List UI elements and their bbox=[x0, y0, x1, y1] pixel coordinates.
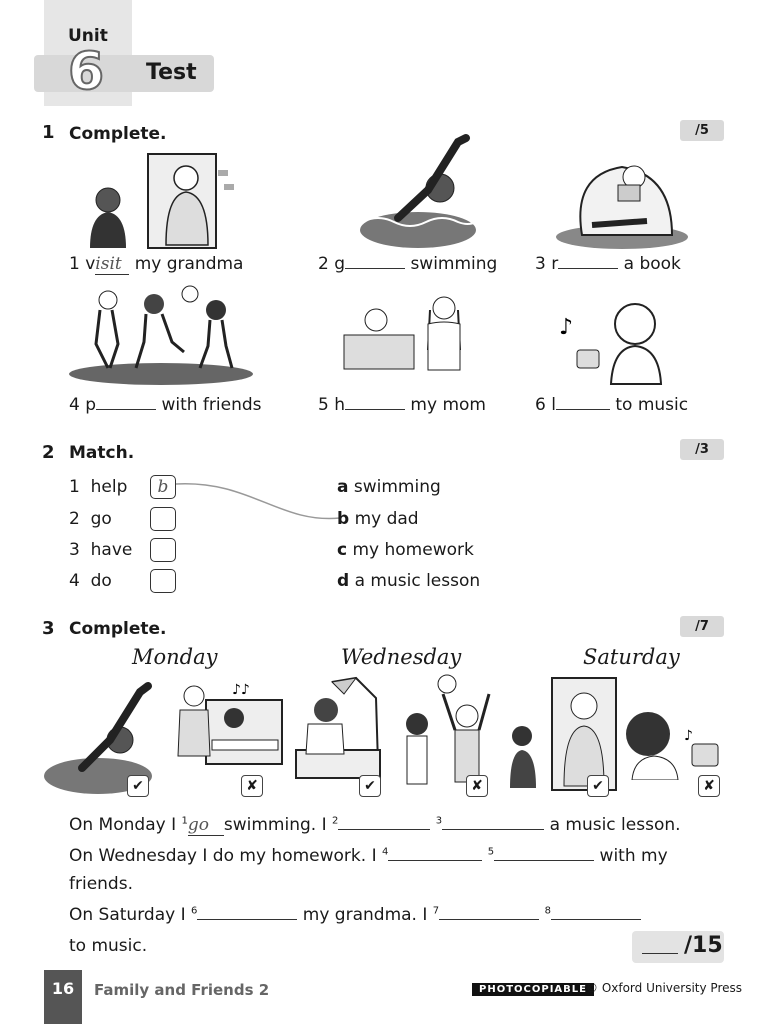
item6-blank[interactable] bbox=[556, 409, 610, 410]
sentence-saturday-part-b: my grandma. I bbox=[302, 905, 428, 925]
item5-rest: my mom bbox=[410, 395, 486, 415]
match-example-line bbox=[170, 478, 345, 526]
gap-number-4: 4 bbox=[381, 846, 389, 858]
item1-number: 1 bbox=[69, 254, 80, 274]
gap-3-blank[interactable] bbox=[442, 829, 544, 830]
match-box-3[interactable] bbox=[150, 538, 176, 562]
total-score: /15 bbox=[684, 933, 723, 958]
sentence-saturday-end: to music. bbox=[69, 936, 148, 956]
match-right-a-letter: a bbox=[337, 477, 349, 497]
page-title: Test bbox=[146, 60, 197, 85]
match-right-d-letter: d bbox=[337, 571, 350, 591]
gap-number-1: 1 bbox=[181, 815, 188, 827]
item2-prefix: g bbox=[334, 254, 346, 274]
match-left-2-word: go bbox=[90, 509, 112, 529]
day-wednesday: Wednesday bbox=[341, 645, 462, 669]
sentence-saturday-part-a: On Saturday I bbox=[69, 905, 186, 925]
gap-6-blank[interactable] bbox=[197, 919, 297, 920]
item6-rest: to music bbox=[615, 395, 689, 415]
gap-8-blank[interactable] bbox=[551, 919, 641, 920]
help-mom-picture bbox=[336, 290, 466, 390]
gap-1-answer: go bbox=[188, 815, 224, 836]
gap-7-blank[interactable] bbox=[439, 919, 539, 920]
match-right-b-letter: b bbox=[337, 509, 350, 529]
unit-label: Unit bbox=[68, 26, 108, 46]
match-left-3 bbox=[69, 540, 132, 560]
item6-number: 6 bbox=[535, 395, 546, 415]
sentence-saturday bbox=[69, 905, 641, 925]
gap-5-blank[interactable] bbox=[494, 860, 594, 861]
sentence-monday-part-c: a music lesson. bbox=[549, 815, 681, 835]
match-box-1[interactable]: b bbox=[150, 475, 176, 499]
item3-number: 3 bbox=[535, 254, 546, 274]
total-score-blank[interactable] bbox=[642, 953, 678, 954]
item5-prefix: h bbox=[334, 395, 346, 415]
play-with-friends-picture bbox=[66, 282, 256, 387]
match-left-4 bbox=[69, 571, 112, 591]
section2-number: 2 bbox=[42, 442, 55, 463]
sentence-wednesday-part-a: On Wednesday I do my homework. I bbox=[69, 846, 377, 866]
sentence-monday-part-a: On Monday I bbox=[69, 815, 177, 835]
gap-number-7: 7 bbox=[432, 905, 440, 917]
match-right-d-text: a music lesson bbox=[354, 571, 481, 591]
sentence-wednesday-end: friends. bbox=[69, 874, 133, 894]
item5-blank[interactable] bbox=[345, 409, 405, 410]
svg-text:♪: ♪ bbox=[559, 315, 574, 340]
section3-score: /7 bbox=[680, 616, 724, 637]
item5-number: 5 bbox=[318, 395, 329, 415]
section1-title: Complete. bbox=[69, 124, 167, 144]
section1-score: /5 bbox=[680, 120, 724, 141]
section2-score: /3 bbox=[680, 439, 724, 460]
item4-rest: with friends bbox=[161, 395, 262, 415]
mark-2: ✘ bbox=[241, 775, 263, 797]
match-right-b-text: my dad bbox=[354, 509, 419, 529]
item1-caption bbox=[69, 254, 243, 275]
item2-rest: swimming bbox=[410, 254, 498, 274]
page-number: 16 bbox=[51, 979, 75, 998]
mark-3: ✔ bbox=[359, 775, 381, 797]
day-monday: Monday bbox=[132, 645, 218, 669]
match-left-3-word: have bbox=[90, 540, 133, 560]
match-left-4-number: 4 bbox=[69, 571, 80, 591]
mark-6: ✘ bbox=[698, 775, 720, 797]
match-left-4-word: do bbox=[90, 571, 112, 591]
mark-4: ✘ bbox=[466, 775, 488, 797]
item3-rest: a book bbox=[623, 254, 681, 274]
match-right-a-text: swimming bbox=[353, 477, 441, 497]
match-left-1 bbox=[69, 477, 127, 497]
wednesday-homework-picture bbox=[292, 674, 394, 792]
gap-4-blank[interactable] bbox=[388, 860, 482, 861]
match-right-b bbox=[337, 509, 419, 529]
item3-prefix: r bbox=[551, 254, 559, 274]
sentence-wednesday bbox=[69, 846, 668, 866]
match-left-2 bbox=[69, 509, 112, 529]
sentence-monday bbox=[69, 815, 681, 836]
photocopiable-badge: PHOTOCOPIABLE bbox=[472, 983, 594, 996]
gap-number-2: 2 bbox=[332, 815, 339, 827]
gap-2-blank[interactable] bbox=[338, 829, 430, 830]
match-left-2-number: 2 bbox=[69, 509, 80, 529]
item4-caption bbox=[69, 395, 262, 415]
gap-number-8: 8 bbox=[544, 905, 551, 917]
mark-5: ✔ bbox=[587, 775, 609, 797]
match-right-c-letter: c bbox=[337, 540, 348, 560]
section3-number: 3 bbox=[42, 618, 55, 639]
item2-caption bbox=[318, 254, 497, 274]
match-right-c-text: my homework bbox=[352, 540, 474, 560]
reading-picture bbox=[552, 155, 692, 250]
match-left-1-number: 1 bbox=[69, 477, 80, 497]
saturday-listen-music-picture bbox=[624, 700, 730, 780]
visit-grandma-picture bbox=[78, 150, 238, 250]
item2-blank[interactable] bbox=[345, 268, 405, 269]
match-right-a bbox=[337, 477, 441, 497]
item6-caption bbox=[535, 395, 688, 415]
monday-music-lesson-picture bbox=[166, 680, 284, 782]
match-box-4[interactable] bbox=[150, 569, 176, 593]
copyright: © Oxford University Press bbox=[586, 981, 743, 995]
section2-title: Match. bbox=[69, 443, 135, 463]
book-title: Family and Friends 2 bbox=[94, 981, 270, 999]
item4-number: 4 bbox=[69, 395, 80, 415]
section1-number: 1 bbox=[42, 122, 55, 143]
unit-number: 6 bbox=[68, 42, 105, 102]
gap-number-5: 5 bbox=[487, 846, 495, 858]
item3-blank[interactable] bbox=[558, 268, 618, 269]
svg-text:♪: ♪ bbox=[684, 728, 693, 744]
item3-caption bbox=[535, 254, 681, 274]
mark-1: ✔ bbox=[127, 775, 149, 797]
wednesday-play-picture bbox=[393, 674, 503, 792]
item1-prefix: v bbox=[85, 254, 96, 274]
item1-answer: isit bbox=[95, 254, 129, 275]
item1-rest: my grandma bbox=[134, 254, 244, 274]
match-left-3-number: 3 bbox=[69, 540, 80, 560]
match-right-d bbox=[337, 571, 480, 591]
item4-blank[interactable] bbox=[96, 409, 156, 410]
gap-number-3: 3 bbox=[435, 815, 443, 827]
sentence-wednesday-part-b: with my bbox=[599, 846, 668, 866]
svg-text:♪♪: ♪♪ bbox=[232, 682, 250, 698]
match-right-c bbox=[337, 540, 474, 560]
sentence-monday-part-b: swimming. I bbox=[223, 815, 327, 835]
swimming-picture bbox=[358, 130, 478, 250]
item4-prefix: p bbox=[85, 395, 97, 415]
item6-prefix: l bbox=[551, 395, 556, 415]
item2-number: 2 bbox=[318, 254, 329, 274]
day-saturday: Saturday bbox=[583, 645, 680, 669]
match-left-1-word: help bbox=[90, 477, 128, 497]
listen-to-music-picture bbox=[555, 298, 670, 386]
item5-caption bbox=[318, 395, 486, 415]
gap-number-6: 6 bbox=[191, 905, 198, 917]
section3-title: Complete. bbox=[69, 619, 167, 639]
